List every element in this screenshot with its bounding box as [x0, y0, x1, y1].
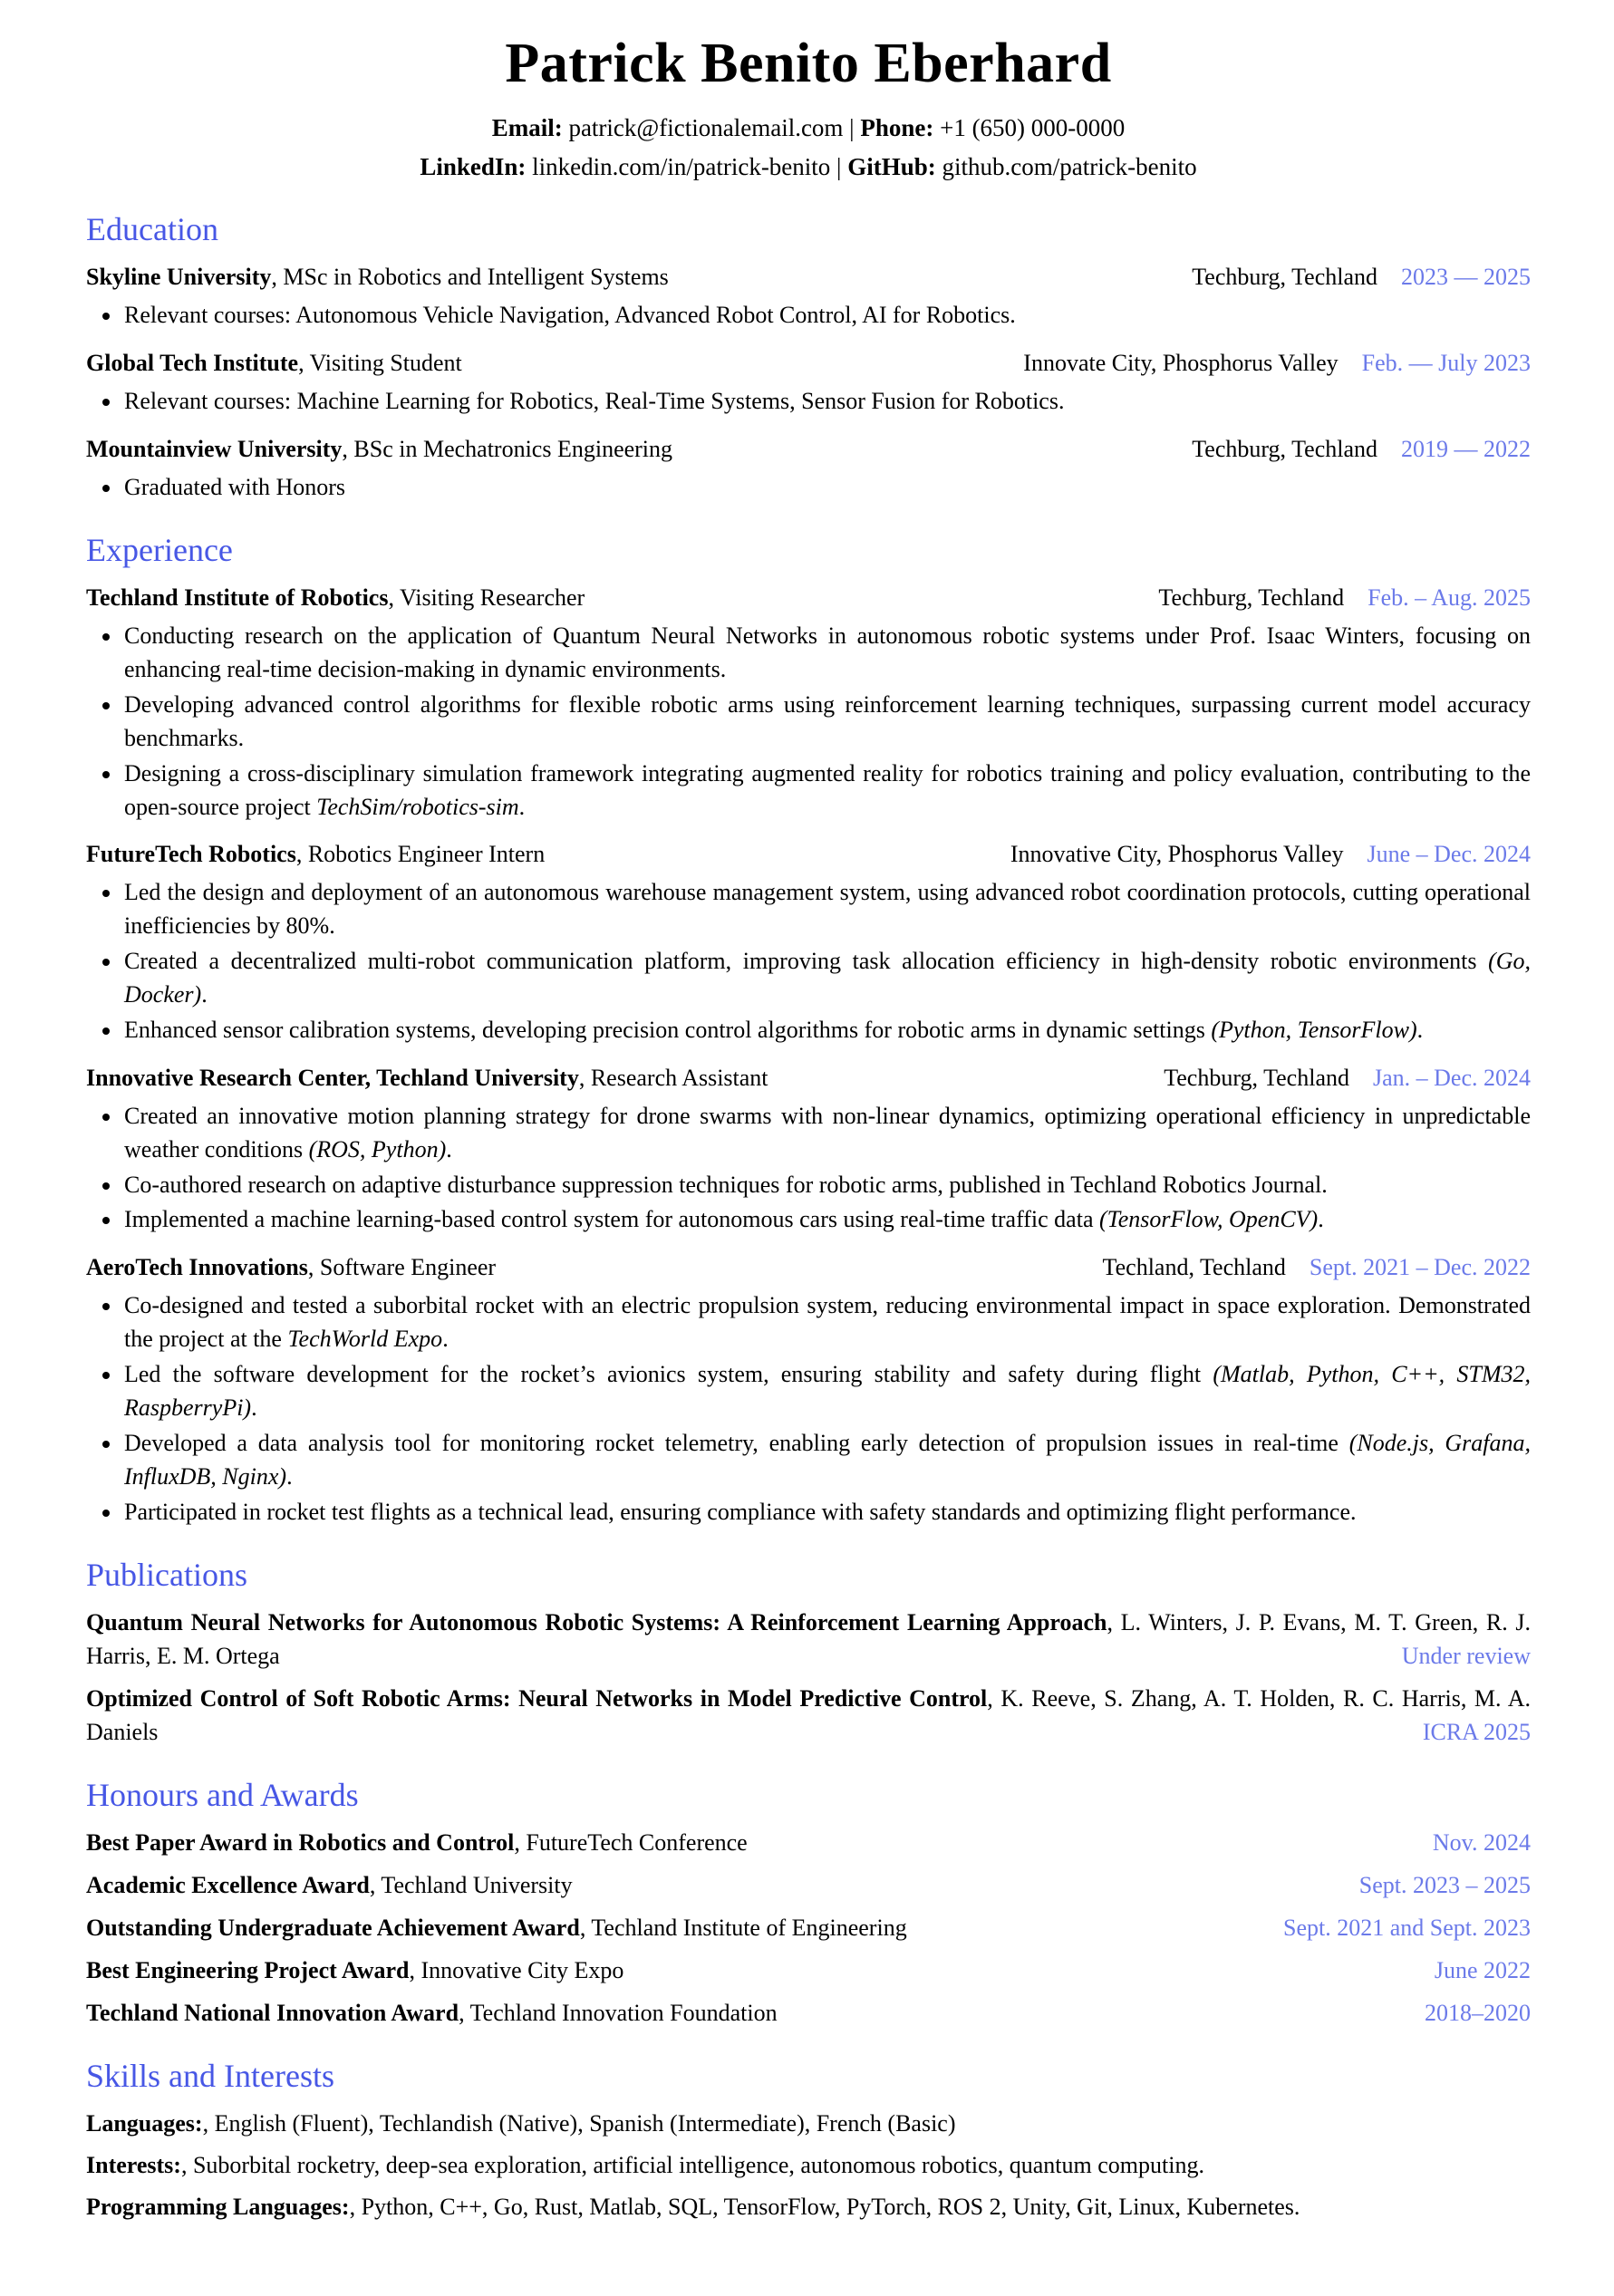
bullet-list — [86, 1100, 1531, 1238]
italic-text: (Go, Docker) — [124, 948, 1531, 1008]
bullet-item: • Relevant courses: Autonomous Vehicle Navigation, Advanced Robot Control, AI for Robotics. — [122, 299, 1531, 333]
skill-label: Programming Languages: — [86, 2193, 350, 2220]
honour-title — [86, 1997, 778, 2031]
bold-text: LinkedIn: — [420, 152, 527, 180]
bullet-list — [86, 1289, 1531, 1529]
entry-title — [86, 433, 672, 467]
entry-location: Innovate City, Phosphorus Valley — [1023, 350, 1339, 377]
skill-text: , English (Fluent), Techlandish (Native), Spanish (Intermediate), French (Basic) — [202, 2109, 956, 2137]
entry-location: Innovative City, Phosphorus Valley — [1010, 841, 1344, 868]
skill-text: , Python, C++, Go, Rust, Matlab, SQL, TensorFlow, PyTorch, ROS 2, Unity, Git, Linux, Kubernetes. — [349, 2193, 1300, 2220]
experience-entry — [86, 1251, 1531, 1529]
publication-authors: , K. Reeve, S. Zhang, A. T. Holden, R. C. Harris, M. A. Daniels — [86, 1684, 1531, 1745]
entry-dates: Sept. 2021 – Dec. 2022 — [1309, 1254, 1531, 1281]
publication-title: Quantum Neural Networks for Autonomous Robotic Systems: A Reinforcement Learning Approach — [86, 1609, 1107, 1636]
publication-note: Under review — [1401, 1642, 1531, 1669]
publication-entry — [86, 1606, 1531, 1674]
entry-header — [86, 1251, 1531, 1285]
bullet-item: • Participated in rocket test flights as a technical lead, ensuring compliance with safety standards and optimizing flight performance. — [122, 1496, 1531, 1529]
experience-detail: , Visiting Researcher — [388, 584, 585, 612]
entry-title — [86, 261, 669, 294]
entry-meta — [1010, 838, 1531, 872]
experience-name: FutureTech Robotics — [86, 841, 296, 868]
bullet-item: • Co-authored research on adaptive disturbance suppression techniques for robotic arms, published in Techland Robotics Journal. — [122, 1169, 1531, 1202]
entry-title — [86, 1251, 496, 1285]
education-entry — [86, 433, 1531, 505]
honour-entry — [86, 1997, 1531, 2031]
section-title-experience: Experience — [86, 531, 233, 568]
honour-entry — [86, 1912, 1531, 1945]
honour-date: Nov. 2024 — [1432, 1829, 1531, 1857]
experience-name: AeroTech Innovations — [86, 1254, 308, 1281]
entry-location: Techburg, Techland — [1158, 584, 1345, 612]
bullet-item: • Designing a cross-disciplinary simulation framework integrating augmented reality for robotics training and policy evaluation, contributing to the open-source project TechSim/robotics-sim. — [122, 757, 1531, 825]
section-experience — [86, 532, 1531, 1529]
contact-line-0: Email: patrick@fictionalemail.com | Phone: +1 (650) 000-0000 — [491, 114, 1126, 142]
section-title-honours: Honours and Awards — [86, 1776, 359, 1813]
honour-org: , Techland University — [369, 1871, 573, 1898]
italic-text: (Python, TensorFlow) — [1211, 1016, 1417, 1043]
experience-entry — [86, 838, 1531, 1047]
honour-date: Sept. 2023 – 2025 — [1358, 1871, 1531, 1898]
bullet-item: • Created an innovative motion planning strategy for drone swarms with non-linear dynamics, optimizing operational efficiency in unpredictable weather conditions (ROS, Python). — [122, 1100, 1531, 1167]
skill-label: Interests: — [86, 2151, 181, 2178]
honour-org: , Innovative City Expo — [409, 1956, 624, 1983]
entry-header — [86, 261, 1531, 294]
entry-meta — [1192, 261, 1531, 294]
section-skills — [86, 2058, 1531, 2224]
honour-award: Best Paper Award in Robotics and Control — [86, 1829, 515, 1857]
honour-title — [86, 1827, 748, 1860]
honour-title — [86, 1912, 907, 1945]
honour-date: June 2022 — [1434, 1956, 1531, 1983]
honour-org: , Techland Institute of Engineering — [579, 1914, 907, 1941]
honour-org: , Techland Innovation Foundation — [459, 1999, 778, 2026]
entry-meta — [1164, 1062, 1531, 1095]
bullet-item: • Enhanced sensor calibration systems, developing precision control algorithms for robotic arms in dynamic settings (Python, TensorFlow). — [122, 1014, 1531, 1047]
publication-entry — [86, 1683, 1531, 1750]
experience-name: Innovative Research Center, Techland University — [86, 1064, 579, 1091]
education-entries — [86, 261, 1531, 504]
bullet-item: • Graduated with Honors — [122, 471, 1531, 505]
section-honours — [86, 1777, 1531, 2031]
entry-meta — [1103, 1251, 1531, 1285]
education-detail: , Visiting Student — [298, 350, 462, 377]
bullet-item: • Implemented a machine learning-based control system for autonomous cars using real-time traffic data (TensorFlow, OpenCV). — [122, 1203, 1531, 1237]
honour-award: Best Engineering Project Award — [86, 1956, 410, 1983]
publication-note: ICRA 2025 — [1422, 1718, 1531, 1745]
entry-dates: June – Dec. 2024 — [1367, 841, 1531, 868]
honour-date: Sept. 2021 and Sept. 2023 — [1283, 1914, 1531, 1941]
skill-line — [86, 2149, 1531, 2183]
section-publications — [86, 1557, 1531, 1750]
bullet-item: • Relevant courses: Machine Learning for Robotics, Real-Time Systems, Sensor Fusion for Robotics. — [122, 385, 1531, 419]
entry-title — [86, 838, 545, 872]
entry-meta — [1023, 347, 1531, 381]
experience-entry — [86, 582, 1531, 824]
education-detail: , BSc in Mechatronics Engineering — [342, 435, 673, 462]
section-education — [86, 211, 1531, 505]
experience-detail: , Software Engineer — [307, 1254, 497, 1281]
bullet-item: • Led the design and deployment of an autonomous warehouse management system, using advanced robot coordination protocols, cutting operational inefficiencies by 80%. — [122, 876, 1531, 943]
bullet-item: • Co-designed and tested a suborbital rocket with an electric propulsion system, reducing environmental impact in space exploration. Demonstrated the project at the TechWorld Expo. — [122, 1289, 1531, 1356]
bullet-list — [86, 471, 1531, 505]
bullet-list — [86, 876, 1531, 1047]
skill-label: Languages: — [86, 2109, 203, 2137]
entry-location: Techburg, Techland — [1192, 435, 1377, 462]
bullet-item: • Created a decentralized multi-robot communication platform, improving task allocation efficiency in high-density robotic environments (Go, Docker). — [122, 945, 1531, 1012]
honour-award: Techland National Innovation Award — [86, 1999, 459, 2026]
section-title-skills: Skills and Interests — [86, 2057, 334, 2094]
honour-entry — [86, 1869, 1531, 1903]
section-title-publications: Publications — [86, 1556, 247, 1593]
italic-text: (Node.js, Grafana, InfluxDB, Nginx) — [124, 1429, 1532, 1490]
bold-text: Phone: — [860, 114, 934, 142]
honour-date: 2018–2020 — [1425, 1999, 1531, 2026]
person-name: Patrick Benito Eberhard — [505, 33, 1112, 94]
honour-title — [86, 1869, 573, 1903]
entry-header — [86, 838, 1531, 872]
italic-text: (Matlab, Python, C++, STM32, RaspberryPi) — [124, 1361, 1531, 1421]
skill-text: , Suborbital rocketry, deep-sea exploration, artificial intelligence, autonomous robotics, quantum computing. — [180, 2151, 1204, 2178]
publication-authors: , L. Winters, J. P. Evans, M. T. Green, R. J. Harris, E. M. Ortega — [86, 1609, 1531, 1669]
education-name: Skyline University — [86, 264, 272, 291]
honour-title — [86, 1954, 623, 1988]
entry-location: Techburg, Techland — [1164, 1064, 1349, 1091]
entry-dates: Jan. – Dec. 2024 — [1372, 1064, 1531, 1091]
entry-title — [86, 347, 462, 381]
italic-text: TechSim/robotics-sim — [316, 793, 519, 820]
bullet-list — [86, 620, 1531, 824]
bold-text: GitHub: — [847, 152, 936, 180]
skill-line — [86, 2108, 1531, 2141]
entry-header — [86, 347, 1531, 381]
honour-award: Outstanding Undergraduate Achievement Award — [86, 1914, 580, 1941]
entry-header — [86, 1062, 1531, 1095]
entry-meta — [1192, 433, 1531, 467]
entry-header — [86, 582, 1531, 615]
honour-entry — [86, 1827, 1531, 1860]
entry-header — [86, 433, 1531, 467]
bullet-list — [86, 299, 1531, 333]
education-detail: , MSc in Robotics and Intelligent Systems — [271, 264, 669, 291]
education-entry — [86, 347, 1531, 419]
entry-location: Techburg, Techland — [1192, 264, 1377, 291]
bullet-item: • Developing advanced control algorithms for flexible robotic arms using reinforcement learning techniques, surpassing current model accuracy benchmarks. — [122, 689, 1531, 756]
experience-entries — [86, 582, 1531, 1529]
publication-title: Optimized Control of Soft Robotic Arms: Neural Networks in Model Predictive Control — [86, 1684, 988, 1712]
entry-title — [86, 582, 585, 615]
experience-entry — [86, 1062, 1531, 1238]
section-title-education: Education — [86, 210, 218, 247]
contact-line-1: LinkedIn: linkedin.com/in/patrick-benito | GitHub: github.com/patrick-benito — [420, 152, 1197, 180]
entry-dates: 2019 — 2022 — [1401, 435, 1531, 462]
entry-dates: Feb. — July 2023 — [1361, 350, 1531, 377]
bullet-item: • Developed a data analysis tool for monitoring rocket telemetry, enabling early detection of propulsion issues in real-time (Node.js, Grafana, InfluxDB, Nginx). — [122, 1427, 1531, 1494]
honour-award: Academic Excellence Award — [86, 1871, 370, 1898]
italic-text: TechWorld Expo — [287, 1326, 443, 1353]
skill-lines — [86, 2108, 1531, 2224]
experience-name: Techland Institute of Robotics — [86, 584, 389, 612]
entry-meta — [1158, 582, 1531, 615]
honour-org: , FutureTech Conference — [514, 1829, 748, 1857]
entry-location: Techland, Techland — [1102, 1254, 1286, 1281]
publication-entries — [86, 1606, 1531, 1750]
italic-text: (ROS, Python) — [308, 1135, 447, 1162]
entry-dates: Feb. – Aug. 2025 — [1368, 584, 1531, 612]
bullet-item: • Led the software development for the rocket’s avionics system, ensuring stability and safety during flight (Matlab, Python, C++, STM32, RaspberryPi). — [122, 1358, 1531, 1425]
bullet-item: • Conducting research on the application of Quantum Neural Networks in autonomous robotic systems under Prof. Isaac Winters, focusing on enhancing real-time decision-making in dynamic environments. — [122, 620, 1531, 687]
bullet-list — [86, 385, 1531, 419]
education-entry — [86, 261, 1531, 333]
entry-dates: 2023 — 2025 — [1401, 264, 1531, 291]
education-name: Global Tech Institute — [86, 350, 299, 377]
bold-text: Email: — [491, 114, 563, 142]
italic-text: (TensorFlow, OpenCV) — [1098, 1206, 1319, 1233]
honour-entries — [86, 1827, 1531, 2031]
honour-entry — [86, 1954, 1531, 1988]
experience-detail: , Robotics Engineer Intern — [295, 841, 546, 868]
entry-title — [86, 1062, 768, 1095]
resume-header — [86, 33, 1531, 184]
education-name: Mountainview University — [86, 435, 343, 462]
skill-line — [86, 2191, 1531, 2224]
experience-detail: , Research Assistant — [578, 1064, 768, 1091]
